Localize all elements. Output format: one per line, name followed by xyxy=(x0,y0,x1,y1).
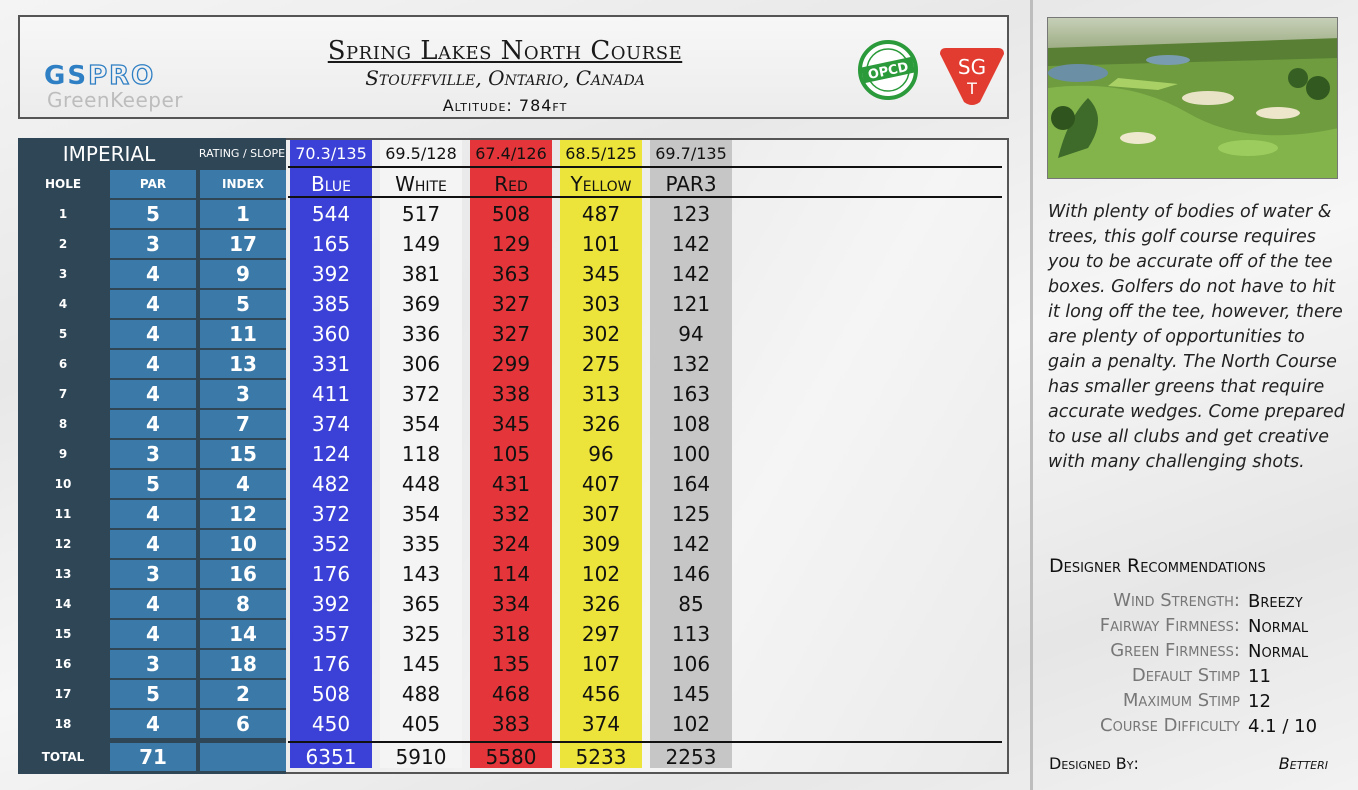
hole-index: 18 xyxy=(200,650,286,678)
hole-par: 4 xyxy=(110,260,196,288)
tee-rating-slope: 67.4/126 xyxy=(475,144,547,163)
header-divider-bottom xyxy=(288,196,1002,198)
tee-yardage: 363 xyxy=(491,262,531,286)
panel-divider xyxy=(1030,0,1033,790)
hole-number: 14 xyxy=(54,597,72,611)
hole-number: 18 xyxy=(54,717,72,731)
sgt-badge-top: SG xyxy=(957,55,987,79)
hole-par: 5 xyxy=(110,680,196,708)
recommendation-label: Course Difficulty xyxy=(1100,715,1240,736)
par-total: 71 xyxy=(110,743,196,771)
hole-par: 4 xyxy=(110,350,196,378)
tee-yardage: 309 xyxy=(581,532,621,556)
tee-yardage: 345 xyxy=(581,262,621,286)
hole-number: 10 xyxy=(54,477,72,491)
hole-number: 2 xyxy=(58,237,68,251)
tee-yardage: 142 xyxy=(671,232,711,256)
tee-yardage: 335 xyxy=(401,532,441,556)
tee-yardage: 303 xyxy=(581,292,621,316)
tee-name: Red xyxy=(494,172,528,196)
tee-yardage: 85 xyxy=(678,592,704,616)
recommendations-title: Designer Recommendations xyxy=(1049,555,1266,577)
hole-number: 3 xyxy=(58,267,68,281)
hole-number: 4 xyxy=(58,297,68,311)
tee-yardage: 106 xyxy=(671,652,711,676)
hole-index: 5 xyxy=(200,290,286,318)
tee-yardage: 105 xyxy=(491,442,531,466)
tee-total-yardage: 2253 xyxy=(665,745,717,769)
total-label: TOTAL xyxy=(41,750,85,764)
tee-yardage: 354 xyxy=(401,412,441,436)
opcd-badge-icon xyxy=(846,40,930,100)
tee-yardage: 517 xyxy=(401,202,441,226)
tee-yardage: 392 xyxy=(311,592,351,616)
tee-total-yardage: 6351 xyxy=(305,745,357,769)
hole-index: 10 xyxy=(200,530,286,558)
hole-par: 3 xyxy=(110,560,196,588)
tee-yardage: 100 xyxy=(671,442,711,466)
tee-yardage: 313 xyxy=(581,382,621,406)
col-header-hole: HOLE xyxy=(44,177,82,191)
tee-yardage: 508 xyxy=(311,682,351,706)
tee-yardage: 334 xyxy=(491,592,531,616)
tee-total-yardage: 5580 xyxy=(485,745,537,769)
tee-yardage: 345 xyxy=(491,412,531,436)
tee-yardage: 332 xyxy=(491,502,531,526)
hole-index: 17 xyxy=(200,230,286,258)
hole-par: 4 xyxy=(110,410,196,438)
tee-yardage: 326 xyxy=(581,412,621,436)
hole-par: 5 xyxy=(110,470,196,498)
tee-yardage: 407 xyxy=(581,472,621,496)
tee-rating-slope: 69.7/135 xyxy=(655,144,727,163)
tee-yardage: 327 xyxy=(491,322,531,346)
hole-index: 3 xyxy=(200,380,286,408)
hole-par: 4 xyxy=(110,620,196,648)
tee-yardage: 163 xyxy=(671,382,711,406)
tee-yardage: 102 xyxy=(671,712,711,736)
tee-yardage: 94 xyxy=(678,322,704,346)
recommendation-label: Maximum Stimp xyxy=(1122,690,1240,711)
tee-yardage: 318 xyxy=(491,622,531,646)
tee-yardage: 145 xyxy=(401,652,441,676)
hole-number: 8 xyxy=(58,417,68,431)
tee-name: PAR3 xyxy=(665,172,717,196)
hole-par: 4 xyxy=(110,500,196,528)
hole-index: 14 xyxy=(200,620,286,648)
header-divider-top xyxy=(288,166,1002,168)
course-title: Spring Lakes North Course xyxy=(327,36,683,66)
recommendation-value: Breezy xyxy=(1248,591,1303,612)
recommendation-label: Wind Strength: xyxy=(1113,590,1240,611)
recommendation-label: Green Firmness: xyxy=(1110,640,1240,661)
tee-yardage: 325 xyxy=(401,622,441,646)
tee-yardage: 102 xyxy=(581,562,621,586)
hole-index: 15 xyxy=(200,440,286,468)
hole-index: 7 xyxy=(200,410,286,438)
hole-index: 16 xyxy=(200,560,286,588)
tee-yardage: 374 xyxy=(581,712,621,736)
index-total-empty xyxy=(200,743,286,771)
tee-yardage: 118 xyxy=(401,442,441,466)
tee-yardage: 299 xyxy=(491,352,531,376)
tee-rating-slope: 68.5/125 xyxy=(565,144,637,163)
hole-index: 13 xyxy=(200,350,286,378)
tee-yardage: 508 xyxy=(491,202,531,226)
hole-number: 15 xyxy=(54,627,72,641)
sgt-badge-bottom: T xyxy=(967,79,977,98)
tee-yardage: 306 xyxy=(401,352,441,376)
tee-yardage: 468 xyxy=(491,682,531,706)
tee-yardage: 326 xyxy=(581,592,621,616)
tee-yardage: 331 xyxy=(311,352,351,376)
tee-yardage: 360 xyxy=(311,322,351,346)
hole-number: 6 xyxy=(58,357,68,371)
tee-yardage: 149 xyxy=(401,232,441,256)
recommendation-value: 4.1 / 10 xyxy=(1248,716,1318,737)
hole-par: 4 xyxy=(110,290,196,318)
gspro-logo: GSPRO xyxy=(44,61,156,91)
recommendation-label: Default Stimp xyxy=(1131,665,1240,686)
hole-par: 4 xyxy=(110,380,196,408)
recommendation-value: 12 xyxy=(1248,691,1271,712)
hole-par: 3 xyxy=(110,230,196,258)
tee-yardage: 129 xyxy=(491,232,531,256)
tee-yardage: 96 xyxy=(588,442,614,466)
tee-yardage: 324 xyxy=(491,532,531,556)
tee-yardage: 176 xyxy=(311,562,351,586)
hole-index: 8 xyxy=(200,590,286,618)
tee-yardage: 101 xyxy=(581,232,621,256)
recommendation-label: Fairway Firmness: xyxy=(1099,615,1240,636)
tee-yardage: 113 xyxy=(671,622,711,646)
course-location: Stouffville, Ontario, Canada xyxy=(365,66,645,90)
tee-yardage: 372 xyxy=(311,502,351,526)
tee-name: White xyxy=(395,172,447,196)
tee-yardage: 450 xyxy=(311,712,351,736)
hole-index: 1 xyxy=(200,200,286,228)
tee-name: Yellow xyxy=(570,172,632,196)
hole-number: 16 xyxy=(54,657,72,671)
tee-yardage: 307 xyxy=(581,502,621,526)
course-altitude: Altitude: 784ft xyxy=(442,96,568,115)
hole-number: 13 xyxy=(54,567,72,581)
tee-yardage: 482 xyxy=(311,472,351,496)
col-header-index: INDEX xyxy=(200,170,286,198)
tee-yardage: 357 xyxy=(311,622,351,646)
tee-yardage: 405 xyxy=(401,712,441,736)
hole-number: 17 xyxy=(54,687,72,701)
hole-par: 3 xyxy=(110,650,196,678)
tee-yardage: 135 xyxy=(491,652,531,676)
tee-yardage: 336 xyxy=(401,322,441,346)
hole-par: 5 xyxy=(110,200,196,228)
tee-yardage: 374 xyxy=(311,412,351,436)
hole-index: 12 xyxy=(200,500,286,528)
opcd-badge-label: OPCD xyxy=(866,59,910,84)
tee-total-yardage: 5910 xyxy=(395,745,447,769)
tee-yardage: 488 xyxy=(401,682,441,706)
tee-yardage: 369 xyxy=(401,292,441,316)
hole-par: 4 xyxy=(110,710,196,738)
tee-yardage: 108 xyxy=(671,412,711,436)
hole-number: 5 xyxy=(58,327,68,341)
hole-number: 1 xyxy=(58,207,68,221)
tee-rating-slope: 70.3/135 xyxy=(295,144,367,163)
hole-index: 4 xyxy=(200,470,286,498)
recommendation-value: 11 xyxy=(1248,666,1271,687)
tee-yardage: 431 xyxy=(491,472,531,496)
tee-yardage: 132 xyxy=(671,352,711,376)
tee-yardage: 176 xyxy=(311,652,351,676)
total-divider xyxy=(288,741,1002,743)
tee-yardage: 297 xyxy=(581,622,621,646)
designer-name: Betteri xyxy=(1278,754,1328,773)
tee-name: Blue xyxy=(311,172,351,196)
tee-yardage: 302 xyxy=(581,322,621,346)
units-label: IMPERIAL xyxy=(62,142,156,166)
tee-yardage: 124 xyxy=(311,442,351,466)
tee-yardage: 146 xyxy=(671,562,711,586)
tee-yardage: 114 xyxy=(491,562,531,586)
hole-number: 12 xyxy=(54,537,72,551)
tee-yardage: 365 xyxy=(401,592,441,616)
tee-yardage: 145 xyxy=(671,682,711,706)
hole-number: 7 xyxy=(58,387,68,401)
tee-yardage: 142 xyxy=(671,532,711,556)
tee-yardage: 165 xyxy=(311,232,351,256)
tee-rating-slope: 69.5/128 xyxy=(385,144,457,163)
greenkeeper-logo-text: GreenKeeper xyxy=(47,88,184,112)
sgt-badge-icon xyxy=(936,44,1008,108)
tee-yardage: 164 xyxy=(671,472,711,496)
tee-yardage: 383 xyxy=(491,712,531,736)
hole-index: 11 xyxy=(200,320,286,348)
hole-number: 11 xyxy=(54,507,72,521)
recommendation-value: Normal xyxy=(1248,616,1309,637)
hole-index: 2 xyxy=(200,680,286,708)
hole-index: 6 xyxy=(200,710,286,738)
course-photo xyxy=(1047,17,1338,179)
hole-par: 3 xyxy=(110,440,196,468)
tee-yardage: 142 xyxy=(671,262,711,286)
col-header-par: PAR xyxy=(110,170,196,198)
tee-yardage: 544 xyxy=(311,202,351,226)
tee-yardage: 372 xyxy=(401,382,441,406)
rating-slope-label: RATING / SLOPE xyxy=(198,147,286,160)
hole-par: 4 xyxy=(110,590,196,618)
tee-yardage: 487 xyxy=(581,202,621,226)
hole-par: 4 xyxy=(110,530,196,558)
course-description: With plenty of bodies of water & trees, this golf course requires you to be accurate off of the tee boxes. Golfers do not have to hit it long off the tee, however, there are plenty of opportunities to gain a penalty. The North Course has smaller greens that require accurate wedges. Come prepared to use all clubs and get creative with many challenging shots. xyxy=(1048,202,1345,472)
tee-yardage: 143 xyxy=(401,562,441,586)
tee-yardage: 125 xyxy=(671,502,711,526)
hole-number: 9 xyxy=(58,447,68,461)
tee-yardage: 338 xyxy=(491,382,531,406)
tee-yardage: 123 xyxy=(671,202,711,226)
tee-yardage: 121 xyxy=(671,292,711,316)
tee-yardage: 352 xyxy=(311,532,351,556)
designed-by-label: Designed By: xyxy=(1049,754,1139,773)
tee-yardage: 392 xyxy=(311,262,351,286)
recommendation-value: Normal xyxy=(1248,641,1309,662)
tee-yardage: 411 xyxy=(311,382,351,406)
tee-yardage: 354 xyxy=(401,502,441,526)
tee-yardage: 385 xyxy=(311,292,351,316)
tee-total-yardage: 5233 xyxy=(575,745,627,769)
hole-index: 9 xyxy=(200,260,286,288)
tee-yardage: 448 xyxy=(401,472,441,496)
tee-yardage: 107 xyxy=(581,652,621,676)
tee-yardage: 275 xyxy=(581,352,621,376)
tee-yardage: 456 xyxy=(581,682,621,706)
tee-yardage: 327 xyxy=(491,292,531,316)
tee-yardage: 381 xyxy=(401,262,441,286)
hole-par: 4 xyxy=(110,320,196,348)
